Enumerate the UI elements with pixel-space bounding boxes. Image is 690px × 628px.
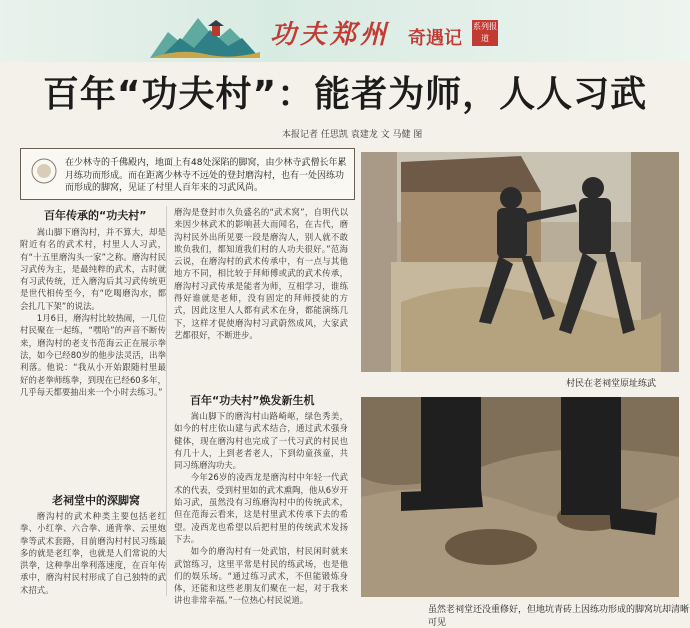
photo-caption: 村民在老祠堂原址练武: [566, 379, 657, 389]
section-heading: 百年“功夫村”焕发新生机: [190, 394, 315, 407]
paragraph: 嵩山脚下磨沟村，并不算大，却是附近有名的武术村，村里人人习武，有“十五里磨沟头一家”之称。磨沟村民习武传为主，是最纯粹的武术，古时就有习武传统，迁入磨沟后其习武传统更是世代相传至今，有“吃喝磨沟水，都会扎几下架”的说法。: [20, 227, 166, 311]
mountain-illustration: [150, 12, 260, 58]
article-column-1: [20, 226, 166, 398]
lead-text: 在少林寺的千佛殿内，地面上有48处深陷的脚窝，由少林寺武僧长年累月练功而形成。而在距离少林寺不远处的登封磨沟村，也有一处因练功而形成的脚窝，见证了村里人百年来的习武风尚。: [65, 158, 347, 193]
paragraph: 如今的磨沟村有一处武馆，村民闲时就来武馆练习，这里平常是村民的练武场，也是他们的娱乐场。“通过练习武术，不但能锻炼身体，还能和这些老朋友们聚在一起，对于我来讲也非常幸福。”一位热心村民说道。: [174, 546, 348, 606]
series-title: 功夫郑州: [270, 20, 391, 50]
photo-illustration: [361, 152, 679, 372]
photo-caption: 虽然老祠堂还没重修好，但地坑青砖上因练功形成的脚窝坑却清晰可见: [428, 605, 690, 628]
paragraph: 嵩山脚下的磨沟村山路崎岖，绿色秀美，如今的村庄依山建与武术结合，通过武术强身健体，现在磨沟村也完成了一代习武的村民也有几十人，上到老者老人，下到幼童孩童，共同习练磨沟功夫。: [174, 411, 348, 471]
lead-box: [20, 148, 355, 200]
article-column-1-bottom: [20, 510, 166, 596]
article-column-2-bottom: [174, 410, 348, 606]
section-heading: 老祠堂中的深脚窝: [52, 494, 140, 507]
paragraph: 1月6日，磨沟村比较热闹，一几位村民聚在一起练，“嘿哈”的声音不断传来，磨沟村的老支书范海云正在展示拳法，如今已经80岁的他步法灵活，出拳利落。他说：“我从小开始跟随村里最好的老拳师练拳，到现在已经60多年，几乎每天都要抽出来一个小时去练习。”: [20, 313, 166, 397]
photo-footprint-pits: [361, 397, 679, 597]
series-subtitle: 奇遇记: [408, 28, 462, 49]
headline: 百年“功夫村”：能者为师，人人习武: [42, 74, 648, 115]
photo-illustration: [361, 397, 679, 597]
section-heading: 百年传承的“功夫村”: [44, 209, 147, 222]
series-banner: [0, 0, 690, 62]
article-column-2: [174, 206, 348, 341]
column-divider: [166, 206, 167, 596]
paragraph: 磨沟村的武术种类主要包括老红拳、小红拳、六合拳、通背拳、云里炮拳等武术套路，目前磨沟村村民习练最多的就是老红拳，也就是人们常说的大洪拳，这种拳出拳利落速度，在百年传承中，磨沟村民村形成了自己独特的武术招式。: [20, 511, 166, 595]
decorative-seal-icon: [31, 158, 57, 184]
paragraph: 磨沟是登封市久负盛名的“武术窝”，自明代以来因少林武术的影响甚大而闻名，在古代，磨沟村民外出所见要一段是磨沟人，别人就不敢欺负我们，都知道我们村的人功夫很好。”范海云说，在磨沟村的武术传承中，有一点与其他地方不同，相比较于拜师傅或武的武术传承，磨沟村习武传承是能者为师，互相学习，谁练得好谁就是老师，没有固定的拜师授徒的方式，因此这里人人都有武术在身，都能演练几下，这样才促使磨沟村习武蔚然成风，大家武艺都很好，不断进步。: [174, 207, 348, 340]
paragraph: 今年26岁的凌西龙是磨沟村中年轻一代武术的代表，受到村里如的武术熏陶，他从6岁开始习武，虽然没有习练磨沟村中的传统武术，但在范海云看来，这是村里武术传承下去的希望。凌西龙也希望以后把村里的传统武术发扬下去。: [174, 472, 348, 544]
byline: 本报记者 任思凯 袁建龙 文 马健 图: [282, 130, 423, 140]
photo-villagers-practicing: [361, 152, 679, 372]
series-tag: 系列报道: [472, 20, 498, 46]
